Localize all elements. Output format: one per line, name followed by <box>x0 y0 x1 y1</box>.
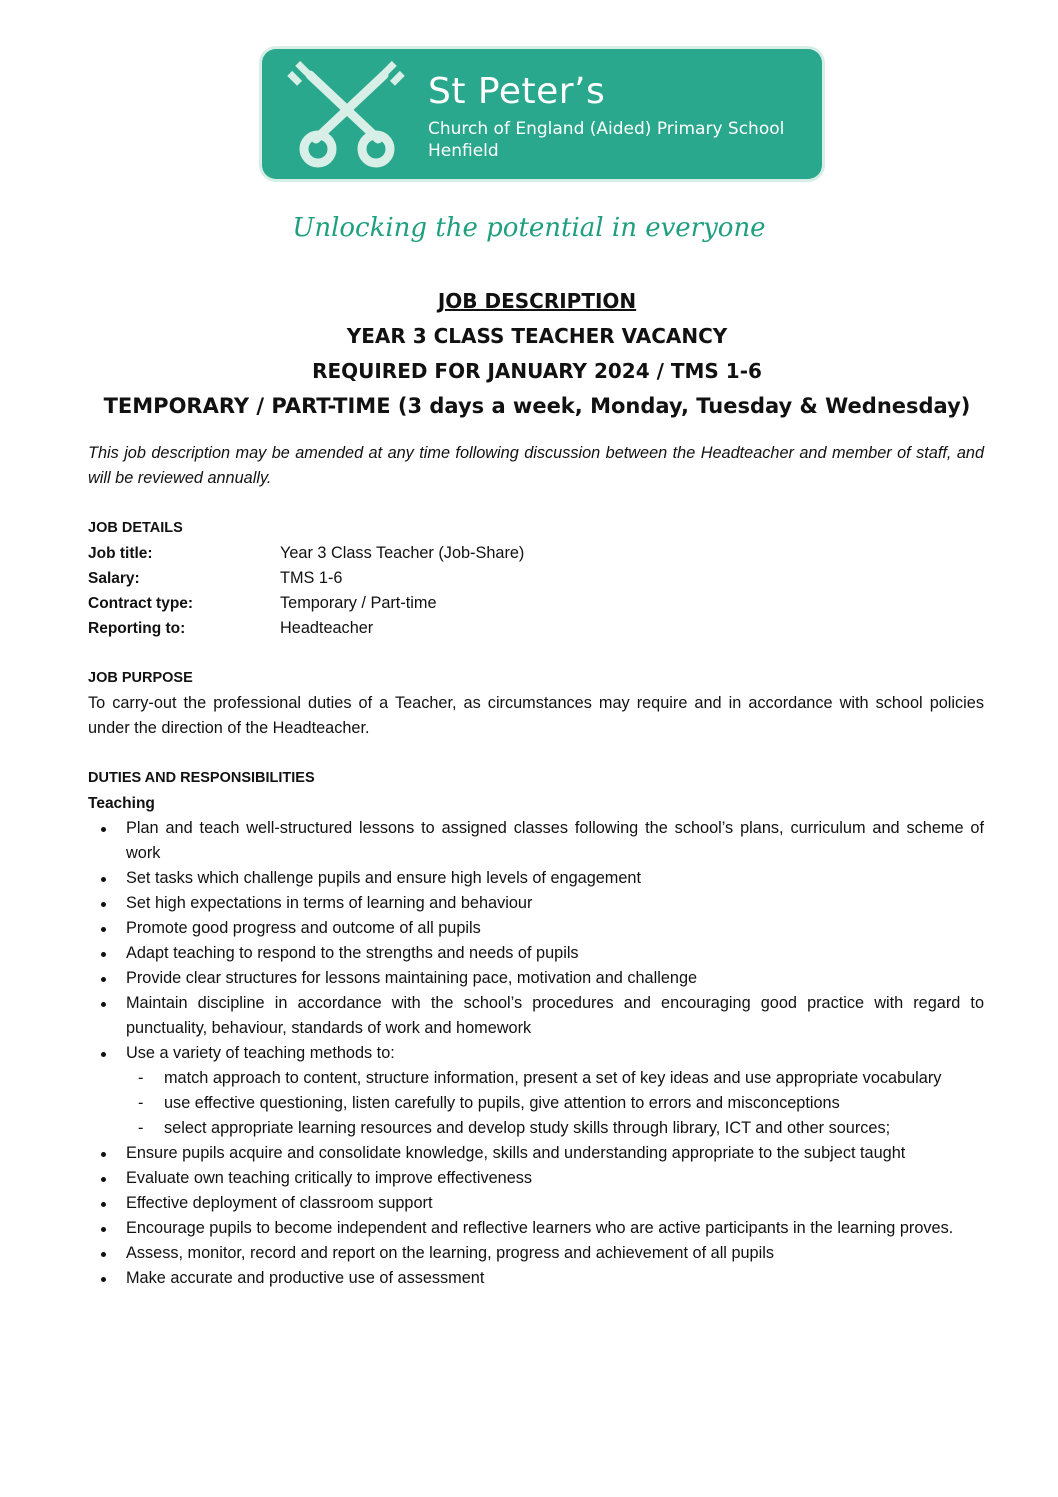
list-item <box>88 816 984 866</box>
heading-job-description: JOB DESCRIPTION <box>437 289 637 313</box>
sub-list-item-text: match approach to content, structure information, present a set of key ideas and use appropriate vocabulary <box>164 1069 942 1087</box>
list-item <box>88 1041 984 1066</box>
bullet-icon <box>101 1177 106 1182</box>
list-item-text: Use a variety of teaching methods to: <box>126 1044 395 1062</box>
list-item-text: Encourage pupils to become independent and reflective learners who are active participants in the learning proves. <box>126 1219 954 1237</box>
list-item <box>88 866 984 891</box>
subsection-title-teaching: Teaching <box>88 795 155 812</box>
list-item-text: Set high expectations in terms of learning and behaviour <box>126 894 533 912</box>
detail-value: Headteacher <box>280 619 374 637</box>
sub-list-item-text: use effective questioning, listen carefully to pupils, give attention to errors and misconceptions <box>164 1094 840 1112</box>
bullet-icon <box>101 1277 106 1282</box>
list-item-text: Ensure pupils acquire and consolidate knowledge, skills and understanding appropriate to the subject taught <box>126 1144 906 1162</box>
heading-vacancy: YEAR 3 CLASS TEACHER VACANCY <box>346 324 728 348</box>
dash-icon: - <box>138 1069 144 1087</box>
teaching-methods-list <box>88 1066 984 1141</box>
bullet-icon <box>101 1227 106 1232</box>
school-motto: Unlocking the potential in everyone <box>292 213 766 243</box>
job-details-table <box>88 541 984 641</box>
section-title-job-details: JOB DETAILS <box>88 520 183 536</box>
bullet-icon <box>101 877 106 882</box>
list-item <box>88 891 984 916</box>
bullet-icon <box>101 977 106 982</box>
heading-contract: TEMPORARY / PART-TIME (3 days a week, Monday, Tuesday & Wednesday) <box>103 394 971 418</box>
job-purpose-text: To carry-out the professional duties of a Teacher, as circumstances may require and in accordance with school policies under the direction of the Headteacher. <box>88 694 984 737</box>
list-item-text: Evaluate own teaching critically to improve effectiveness <box>126 1169 533 1187</box>
list-item <box>88 1266 984 1291</box>
bullet-icon <box>101 952 106 957</box>
sub-list-item-text: select appropriate learning resources and develop study skills through library, ICT and other sources; <box>164 1119 891 1137</box>
list-item-text: Plan and teach well-structured lessons to assigned classes following the school’s plans, curriculum and scheme of work <box>126 819 984 862</box>
list-item-text: Set tasks which challenge pupils and ensure high levels of engagement <box>126 869 641 887</box>
detail-label: Contract type: <box>88 595 194 612</box>
document-body <box>88 441 984 1291</box>
section-title-duties: DUTIES AND RESPONSIBILITIES <box>88 770 315 786</box>
detail-row <box>88 591 984 616</box>
school-name: St Peter’s <box>428 71 606 112</box>
bullet-icon <box>101 827 106 832</box>
list-item-text: Maintain discipline in accordance with the school’s procedures and encouraging good practice with regard to punctuality, behaviour, standards of work and homework <box>126 994 984 1037</box>
detail-value: Temporary / Part-time <box>280 594 437 612</box>
list-item <box>88 966 984 991</box>
detail-value: TMS 1-6 <box>280 569 343 587</box>
bullet-icon <box>101 1002 106 1007</box>
bullet-icon <box>101 1202 106 1207</box>
list-item <box>88 991 984 1041</box>
intro-note: This job description may be amended at any time following discussion between the Headteacher and member of staff, and will be reviewed annually. <box>88 444 984 487</box>
school-location: Henfield <box>428 141 499 161</box>
sub-list-item <box>88 1091 984 1116</box>
list-item <box>88 1141 984 1166</box>
list-item <box>88 1166 984 1191</box>
list-item-text: Effective deployment of classroom support <box>126 1194 433 1212</box>
detail-label: Job title: <box>88 545 153 562</box>
bullet-icon <box>101 927 106 932</box>
bullet-icon <box>101 1052 106 1057</box>
list-item <box>88 1241 984 1266</box>
detail-label: Salary: <box>88 570 140 587</box>
detail-row <box>88 541 984 566</box>
detail-row <box>88 566 984 591</box>
school-logo <box>262 49 822 179</box>
list-item-text: Provide clear structures for lessons maintaining pace, motivation and challenge <box>126 969 698 987</box>
school-type: Church of England (Aided) Primary School <box>428 119 785 139</box>
list-item-text: Assess, monitor, record and report on the learning, progress and achievement of all pupils <box>126 1244 774 1262</box>
list-item <box>88 1216 984 1241</box>
duties-list <box>88 816 984 1066</box>
heading-start-date: REQUIRED FOR JANUARY 2024 / TMS 1-6 <box>312 359 762 383</box>
bullet-icon <box>101 902 106 907</box>
bullet-icon <box>101 1152 106 1157</box>
bullet-icon <box>101 1252 106 1257</box>
dash-icon: - <box>138 1094 144 1112</box>
detail-value: Year 3 Class Teacher (Job-Share) <box>280 544 525 562</box>
list-item-text: Adapt teaching to respond to the strengths and needs of pupils <box>126 944 579 962</box>
list-item-text: Make accurate and productive use of assessment <box>126 1269 485 1287</box>
dash-icon: - <box>138 1119 144 1137</box>
sub-list-item <box>88 1116 984 1141</box>
list-item <box>88 1191 984 1216</box>
crossed-keys-icon <box>282 61 412 171</box>
detail-label: Reporting to: <box>88 620 186 637</box>
list-item-text: Promote good progress and outcome of all pupils <box>126 919 481 937</box>
detail-row <box>88 616 984 641</box>
section-title-job-purpose: JOB PURPOSE <box>88 670 193 686</box>
document-headings <box>0 284 1058 424</box>
list-item <box>88 916 984 941</box>
sub-list-item <box>88 1066 984 1091</box>
duties-list-continued <box>88 1141 984 1291</box>
list-item <box>88 941 984 966</box>
